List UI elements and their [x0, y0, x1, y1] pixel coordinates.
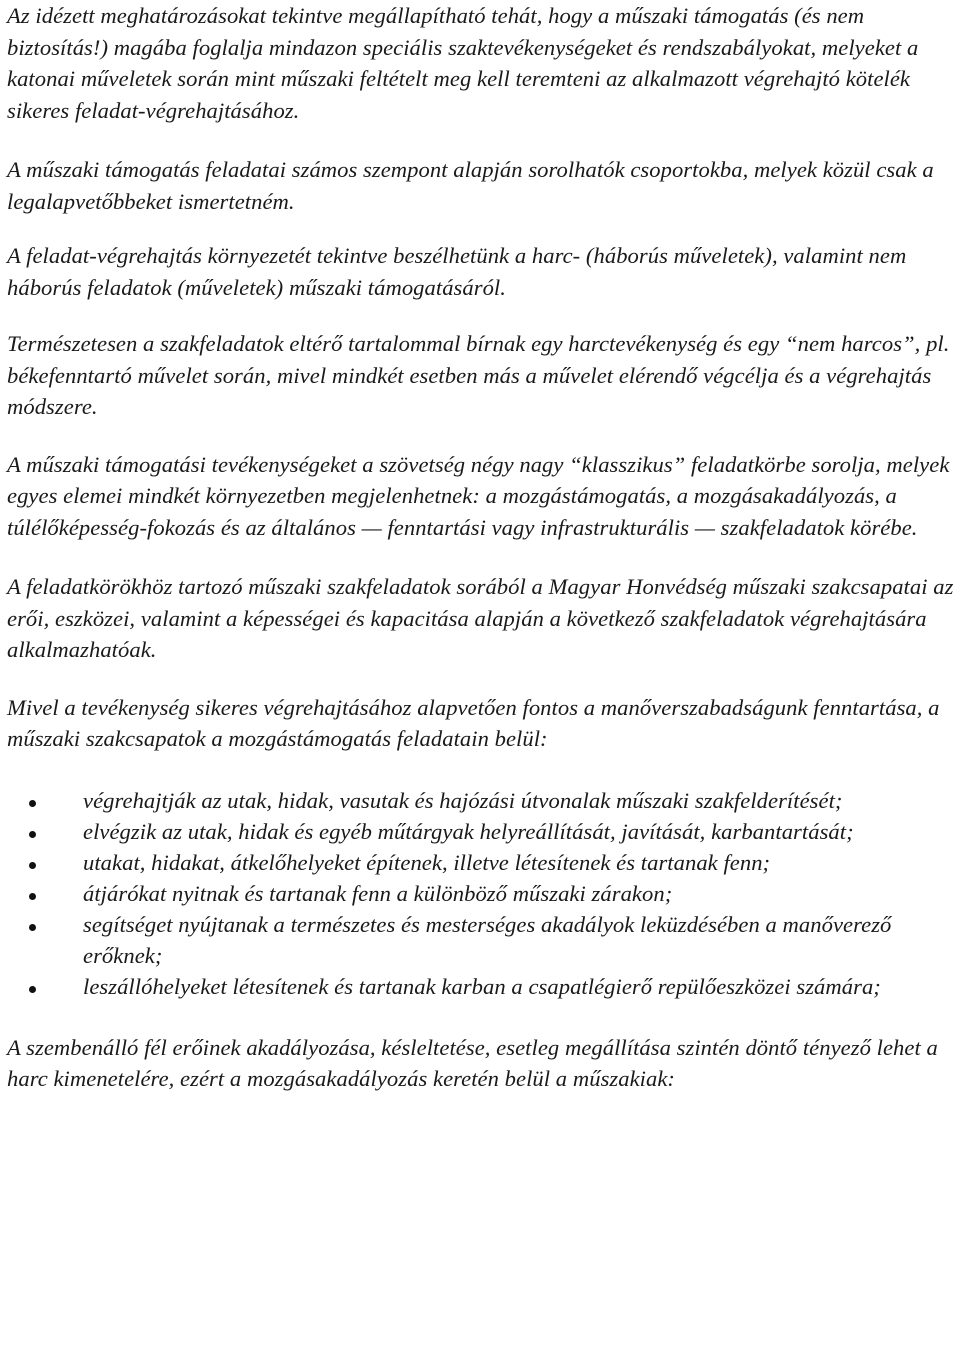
bullet-dot-icon: [29, 986, 36, 993]
list-item-text: segítséget nyújtanak a természetes és mesterséges akadályok leküzdésében a manőverező erőknek;: [83, 911, 892, 968]
paragraph-hungarian-forces: A feladatkörökhöz tartozó műszaki szakfeladatok sorából a Magyar Honvédség műszaki szakcsapatai az erői, eszközei, valamint a képességei és kapacitása alapján a következő szakfeladatok végrehajtására alkalmazhatóak.: [7, 574, 954, 662]
list-item-text: végrehajtják az utak, hidak, vasutak és hajózási útvonalak műszaki szakfelderítését;: [83, 787, 843, 813]
paragraph-counter-mobility-intro: A szembenálló fél erőinek akadályozása, késleltetése, esetleg megállítása szintén döntő tényező lehet a harc kimenetelére, ezért a mozgásakadályozás keretén belül a műszakiak:: [7, 1034, 938, 1091]
bullet-dot-icon: [29, 862, 36, 869]
bullet-dot-icon: [29, 893, 36, 900]
paragraph-content-difference: Természetesen a szakfeladatok eltérő tartalommal bírnak egy harctevékenység és egy “nem harcos”, pl. békefenntartó művelet során, mivel mindkét esetben más a művelet elérendő végcélja és a végrehajtás módszere.: [7, 331, 950, 419]
list-item-text: utakat, hidakat, átkelőhelyeket építenek, illetve létesítenek és tartanak fenn;: [83, 849, 771, 875]
list-item: [7, 971, 954, 1002]
paragraph-task-grouping: A műszaki támogatás feladatai számos szempont alapján sorolhatók csoportokba, melyek közül csak a legalapvetőbbeket ismertetném.: [7, 157, 934, 214]
list-item: [7, 816, 954, 847]
paragraph-classic-task-areas: A műszaki támogatási tevékenységeket a szövetség négy nagy “klasszikus” feladatkörbe sorolja, melyek egyes elemei mindkét környezetben megjelenhetnek: a mozgástámogatás, a mozgásakadályozás, a túlélőképesség-fokozás és az általános — fenntartási vagy infrastrukturális — szakfeladatok körébe.: [7, 451, 950, 540]
list-item-text: átjárókat nyitnak és tartanak fenn a különböző műszaki zárakon;: [83, 880, 673, 906]
bullet-dot-icon: [29, 800, 36, 807]
list-item-text: elvégzik az utak, hidak és egyéb műtárgyak helyreállítását, javítását, karbantartását;: [83, 818, 854, 844]
paragraph-definition-summary: Az idézett meghatározásokat tekintve megállapítható tehát, hogy a műszaki támogatás (és nem biztosítás!) magába foglalja mindazon speciális szaktevékenységeket és rendszabályokat, melyeket a katonai műveletek során mint műszaki feltételt meg kell teremteni az alkalmazott végrehajtó kötelék sikeres feladat-végrehajtásához.: [7, 3, 919, 123]
list-item-text: leszállóhelyeket létesítenek és tartanak karban a csapatlégierő repülőeszközei számára;: [83, 973, 881, 999]
list-item: [7, 878, 954, 909]
list-item: [7, 785, 954, 816]
list-item: [7, 847, 954, 878]
bullet-dot-icon: [29, 831, 36, 838]
mobility-task-list: [7, 785, 954, 1002]
list-item: [7, 909, 954, 971]
paragraph-mobility-intro: Mivel a tevékenység sikeres végrehajtásához alapvetően fontos a manőverszabadságunk fenntartása, a műszaki szakcsapatok a mozgástámogatás feladatain belül:: [7, 694, 940, 751]
paragraph-environment: A feladat-végrehajtás környezetét tekintve beszélhetünk a harc- (háborús műveletek), valamint nem háborús feladatok (műveletek) műszaki támogatásáról.: [7, 243, 907, 300]
bullet-dot-icon: [29, 924, 36, 931]
